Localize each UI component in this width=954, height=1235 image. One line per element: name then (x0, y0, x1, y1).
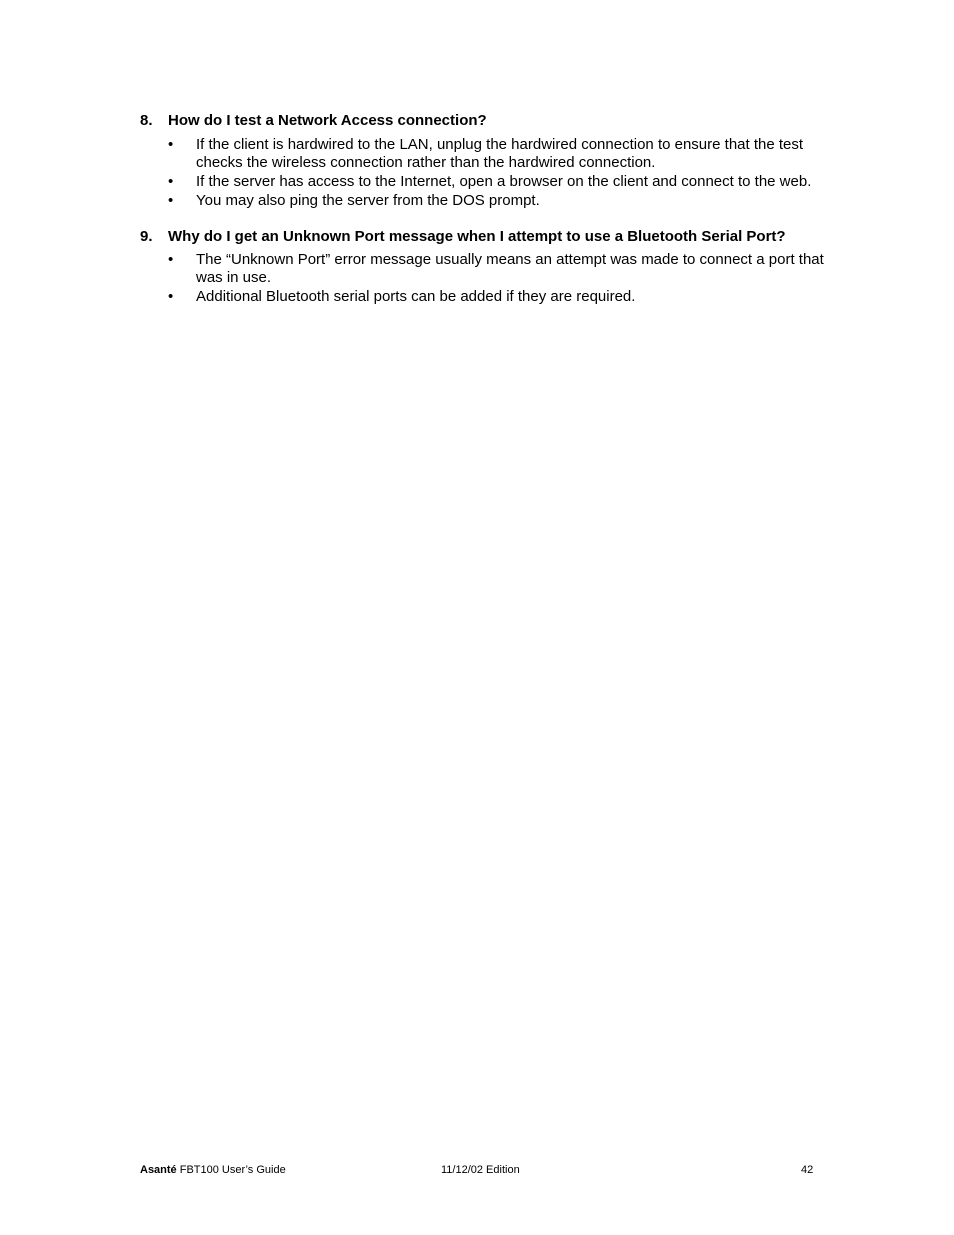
list-item-text: If the client is hardwired to the LAN, unplug the hardwired connection to ensure that the test checks the wireless connection rather than the hardwired connection. (196, 136, 804, 171)
bullet-icon: • (168, 173, 174, 190)
list-item-text: Additional Bluetooth serial ports can be added if they are required. (196, 288, 636, 305)
question-number: 8. (140, 112, 153, 129)
footer-brand: Asanté (140, 1164, 177, 1176)
question-heading-8 (140, 112, 860, 130)
list-item-text: You may also ping the server from the DOS prompt. (196, 192, 540, 209)
list-item-text: If the server has access to the Internet, open a browser on the client and connect to the web. (196, 173, 812, 190)
question-text: Why do I get an Unknown Port message when I attempt to use a Bluetooth Serial Port? (168, 228, 786, 245)
footer-edition: 11/12/02 Edition (441, 1164, 520, 1176)
bullet-icon: • (168, 251, 174, 268)
footer-page-number: 42 (801, 1164, 814, 1176)
footer-guide-name: FBT100 User’s Guide (176, 1164, 286, 1176)
bullet-icon: • (168, 288, 174, 305)
footer-guide-title (140, 1163, 286, 1177)
answer-list-9 (168, 251, 848, 307)
question-number: 9. (140, 228, 153, 245)
list-item-text: The “Unknown Port” error message usually means an attempt was made to connect a port that was in use. (196, 251, 824, 286)
list-item (168, 173, 848, 191)
answer-list-8 (168, 136, 848, 211)
bullet-icon: • (168, 192, 174, 209)
list-item (168, 192, 848, 210)
list-item (168, 288, 848, 306)
bullet-icon: • (168, 136, 174, 153)
list-item (168, 136, 848, 172)
list-item (168, 251, 848, 287)
question-text: How do I test a Network Access connection? (168, 112, 487, 129)
question-heading-9 (140, 228, 860, 246)
